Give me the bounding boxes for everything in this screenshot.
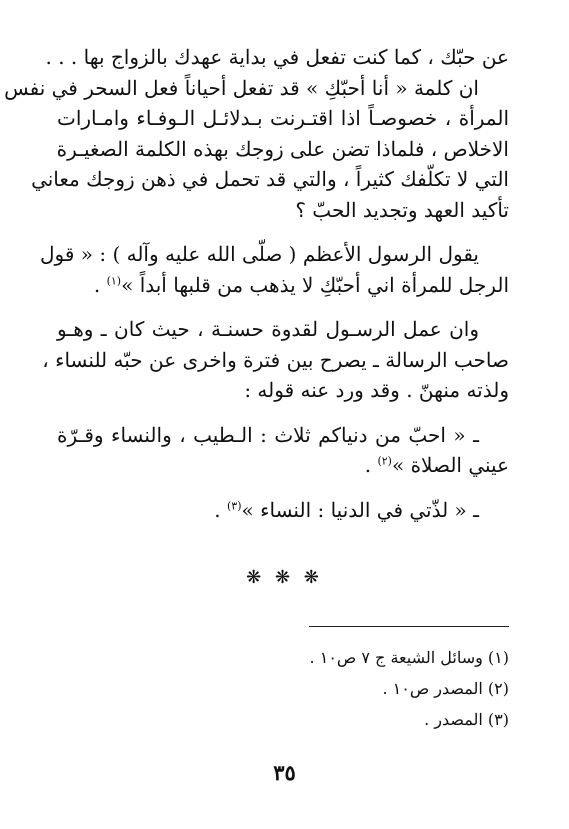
- section-separator: ❋ ❋ ❋: [246, 567, 323, 588]
- paragraph: [4, 42, 509, 225]
- text-line: الاخلاص ، فلماذا تضن على زوجك بهذه الكلمة الصغيـرة: [56, 136, 509, 161]
- line-text: عيني الصلاة »: [391, 453, 509, 477]
- line-tail: .: [93, 272, 107, 297]
- footnote: (٢) المصدر ص١٠ .: [382, 679, 509, 698]
- page-number: ٣٥: [273, 760, 296, 785]
- text-line: المرأة ، خصوصـاً اذا اقتـرنت بـدلائـل الـوفـاء وامـارات: [57, 106, 509, 130]
- paragraph: [57, 420, 509, 481]
- paragraph: [39, 239, 509, 300]
- footnote: (٣) المصدر .: [424, 710, 509, 729]
- line-tail: .: [364, 453, 378, 477]
- text-line: التي لا تكلّفك كثيراً ، والتي قد تحمل في ذهن زوجك معاني: [31, 167, 509, 191]
- line-tail: .: [214, 497, 227, 522]
- main-text: [4, 42, 509, 525]
- footnote-ref: (١): [106, 273, 122, 287]
- text-line: ـ « احبّ من دنياكم ثلاث : الـطيب ، والنساء وقـرّة: [57, 422, 479, 447]
- text-line: صاحب الرسالة ـ يصرح بين فترة واخرى عن حبّه للنساء ،: [42, 347, 509, 372]
- paragraph: [42, 314, 509, 406]
- text-line: يقول الرسول الأعظم ( صلّى الله عليه وآله ) : « قول: [39, 242, 479, 266]
- line-text: ـ « لذّتي في الدنيا : النساء »: [241, 497, 479, 522]
- text-line: تأكيد العهد وتجديد الحبّ ؟: [295, 197, 509, 222]
- footnote: (١) وسائل الشيعة ج ٧ ص١٠ .: [309, 648, 509, 667]
- text-line: [57, 270, 509, 301]
- text-line: وان عمل الرسـول لقدوة حسنـة ، حيث كان ـ وهـو: [57, 317, 479, 341]
- text-line: [57, 495, 509, 526]
- footnote-rule: [309, 626, 509, 627]
- paragraph: [57, 495, 509, 526]
- text-line: [57, 450, 509, 481]
- text-line: عن حبّك ، كما كنت تفعل في بداية عهدك بالزواج بها . . .: [45, 45, 509, 69]
- text-line: ولذته منهنّ . وقد ورد عنه قوله :: [244, 378, 509, 402]
- text-line: ان كلمة « أنا أحبّكِ » قد تفعل أحياناً فعل السحر في نفس: [4, 75, 479, 100]
- footnote-ref: (٢): [377, 454, 392, 468]
- footnote-ref: (٣): [226, 498, 242, 512]
- line-text: الرجل للمرأة اني أحبّكِ لا يذهب من قلبها أبداً »: [121, 272, 509, 297]
- footnotes: [57, 642, 509, 735]
